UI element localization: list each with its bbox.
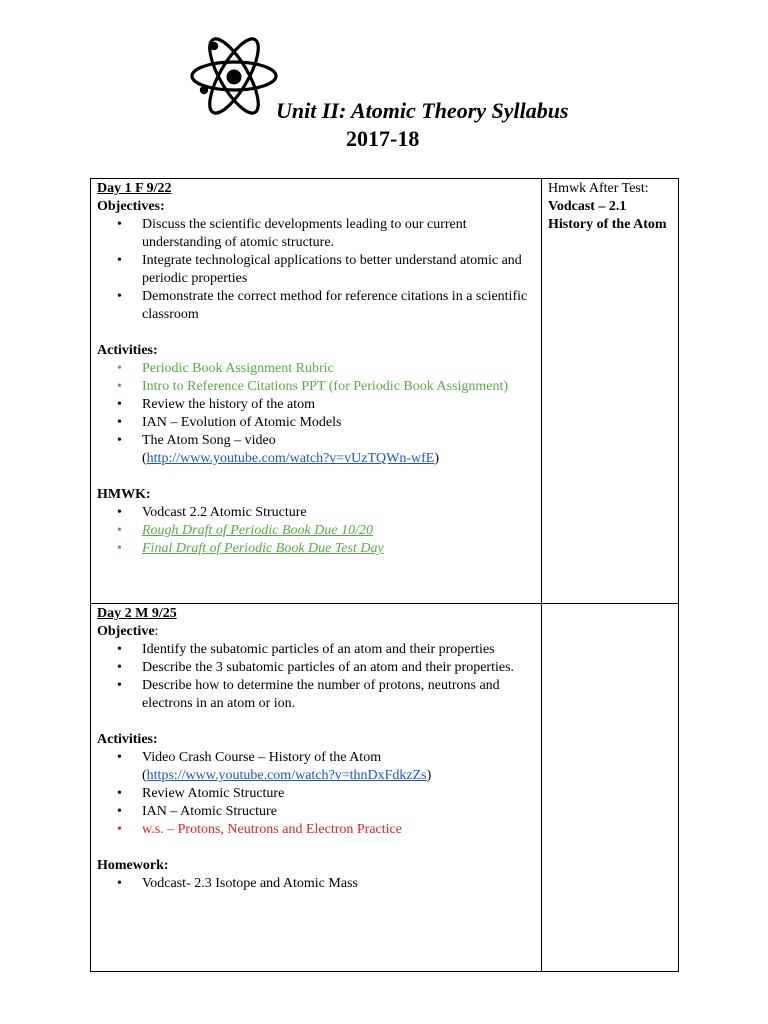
list-item-text: The Atom Song – video (142, 433, 276, 448)
list-item (142, 432, 535, 468)
list-item (142, 749, 535, 785)
day-1-hmwk-label: HMWK: (97, 487, 151, 502)
list-item: • IAN – Atomic Structure (142, 803, 535, 821)
day-2-main-cell (91, 604, 542, 972)
crash-course-link[interactable]: https://www.youtube.com/watch?v=thnDxFdkzZs (146, 768, 427, 783)
day-1-objectives-label: Objectives: (97, 199, 165, 214)
list-item: • Vodcast 2.2 Atomic Structure (142, 504, 535, 522)
final-draft-link[interactable]: Final Draft of Periodic Book Due Test Day (142, 541, 384, 556)
list-item: • w.s. – Protons, Neutrons and Electron Practice (142, 821, 535, 839)
list-item: • Describe how to determine the number of protons, neutrons and electrons in an atom or ion. (142, 677, 535, 713)
day-2-homework-label: Homework: (97, 858, 169, 873)
list-item: • Integrate technological applications to better understand atomic and periodic properties (142, 252, 535, 288)
list-item: • Periodic Book Assignment Rubric (142, 360, 535, 378)
list-item: • Discuss the scientific developments leading to our current understanding of atomic structure. (142, 216, 535, 252)
day-2-row (91, 604, 679, 972)
atom-song-link[interactable]: http://www.youtube.com/watch?v=vUzTQWn-wfE (146, 451, 435, 466)
list-item: • Vodcast- 2.3 Isotope and Atomic Mass (142, 875, 535, 893)
paren-open: ( (142, 768, 147, 783)
list-item: • Intro to Reference Citations PPT (for Periodic Book Assignment) (142, 378, 535, 396)
paren-open: ( (142, 451, 147, 466)
day-1-side-cell (542, 179, 679, 604)
day-2-heading: Day 2 M 9/25 (97, 606, 177, 621)
day-2-objective-label (97, 623, 535, 641)
rough-draft-link[interactable]: Rough Draft of Periodic Book Due 10/20 (142, 523, 373, 538)
atom-icon (188, 30, 280, 122)
day-1-side-assignment: Vodcast – 2.1 History of the Atom (548, 199, 667, 232)
day-1-activities-list (97, 360, 535, 468)
objective-colon: : (154, 624, 159, 639)
day-1-side-label: Hmwk After Test: (548, 181, 649, 196)
list-item: • Identify the subatomic particles of an atom and their properties (142, 641, 535, 659)
paren-close: ) (434, 451, 440, 466)
day-1-row (91, 179, 679, 604)
paren-close: ) (426, 768, 432, 783)
day-1-heading: Day 1 F 9/22 (97, 181, 172, 196)
list-item: • Demonstrate the correct method for reference citations in a scientific classroom (142, 288, 535, 324)
list-item: • Describe the 3 subatomic particles of an atom and their properties. (142, 659, 535, 677)
day-1-objectives-list (97, 216, 535, 324)
day-2-objectives-list (97, 641, 535, 713)
day-1-main-cell (91, 179, 542, 604)
day-2-homework-list (97, 875, 535, 893)
day-2-side-cell (542, 604, 679, 972)
objective-word: Objective (97, 624, 155, 639)
page-year: 2017-18 (346, 126, 420, 151)
list-item: • IAN – Evolution of Atomic Models (142, 414, 535, 432)
list-item-text: Video Crash Course – History of the Atom (142, 750, 382, 765)
list-item: • Review Atomic Structure (142, 785, 535, 803)
list-item: • Review the history of the atom (142, 396, 535, 414)
list-item (142, 540, 535, 558)
day-1-hmwk-list (97, 504, 535, 558)
day-1-activities-label: Activities: (97, 343, 158, 358)
syllabus-table (90, 178, 679, 972)
day-2-activities-list (97, 749, 535, 839)
list-item (142, 522, 535, 540)
day-2-activities-label: Activities: (97, 732, 158, 747)
page-title: Unit II: Atomic Theory Syllabus (276, 98, 569, 123)
